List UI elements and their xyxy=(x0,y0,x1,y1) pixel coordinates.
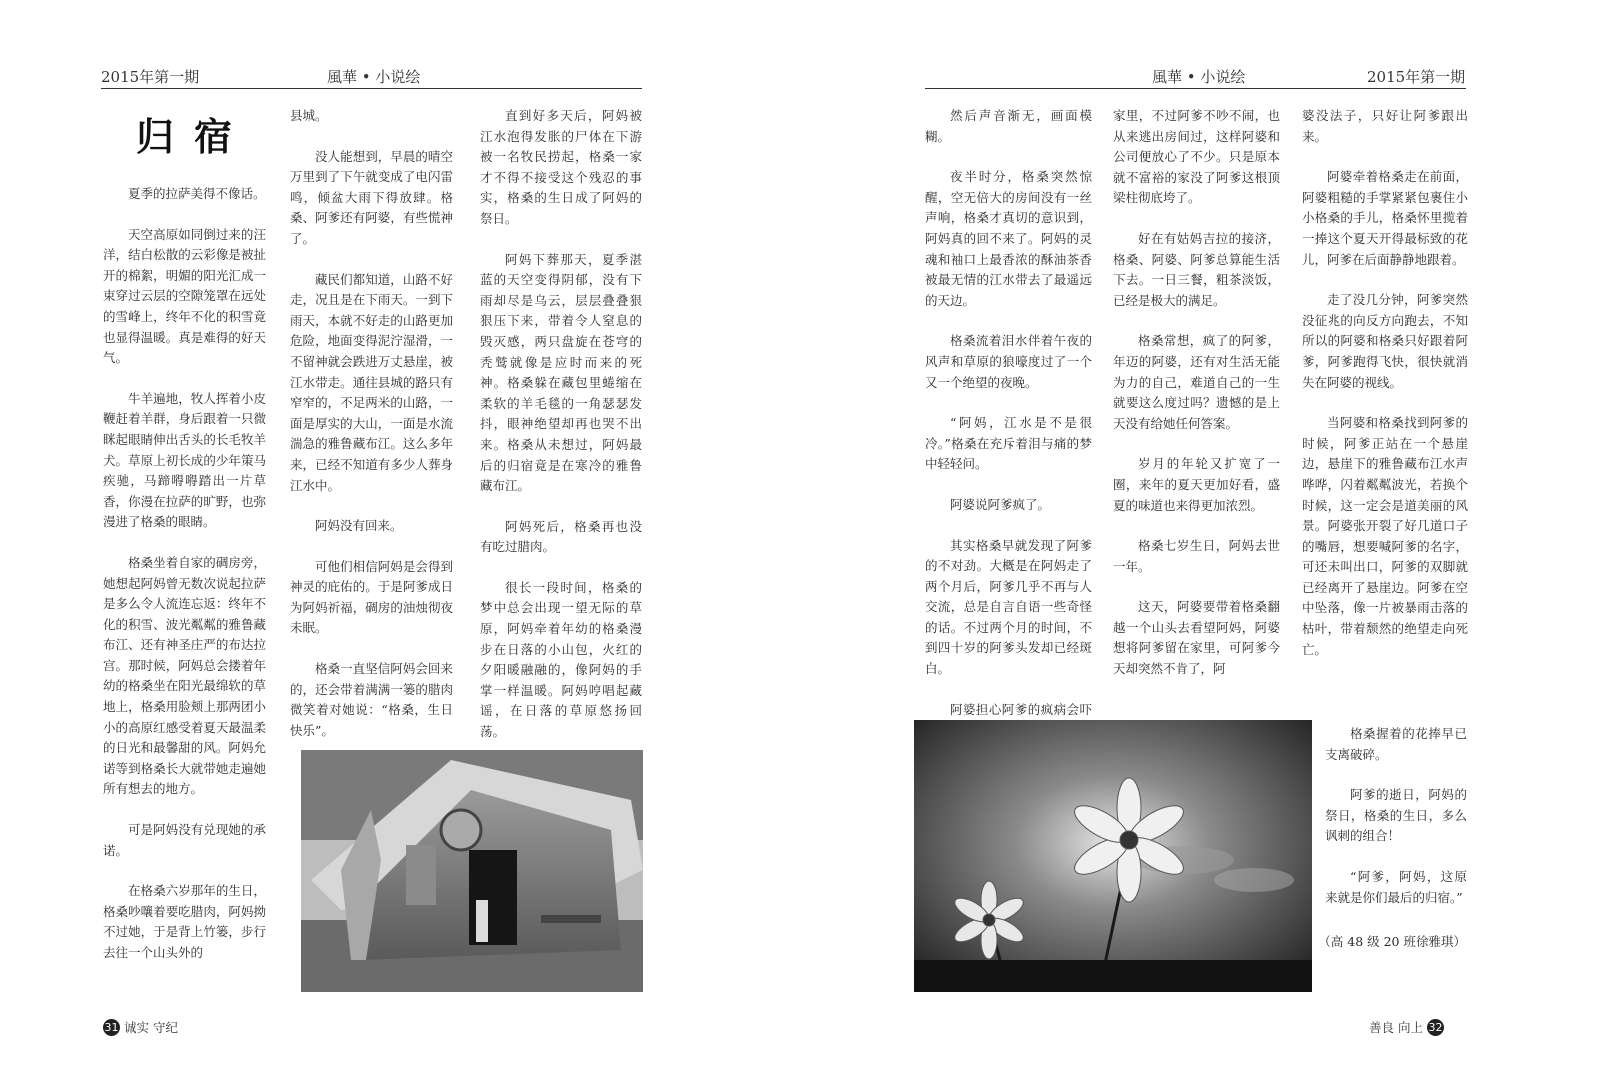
paragraph: 走了没几分钟，阿爹突然没征兆的向反方向跑去，不知所以的阿婆和格桑只好跟着阿爹，阿爹跑得飞快，很快就消失在阿婆的视线。 xyxy=(1302,292,1468,390)
paragraph: 县城。 xyxy=(290,108,328,123)
paragraph: 可他们相信阿妈是会得到神灵的庇佑的。于是阿爹成日为阿妈祈福，碉房的油烛彻夜未眠。 xyxy=(290,558,453,636)
author-credit: （高 48 级 20 班徐雅琪） xyxy=(1318,934,1466,949)
text-column-2 xyxy=(1113,106,1280,700)
header-rule xyxy=(101,88,642,89)
footer-motto: 善良 向上 xyxy=(1369,1020,1423,1035)
paragraph: 夜半时分，格桑突然惊醒，空无倍大的房间没有一丝声响，格桑才真切的意识到，阿妈真的回不来了。阿妈的灵魂和袖口上最香浓的酥油茶香被最无情的江水带去了最遥远的天边。 xyxy=(925,169,1092,308)
paragraph: 阿婆牵着格桑走在前面，阿婆粗糙的手掌紧紧包裹住小小格桑的手儿，格桑怀里揽着一捧这个夏天开得最标致的花儿，阿爹在后面静静地跟着。 xyxy=(1302,169,1468,267)
section-label: 風華 • 小说绘 xyxy=(1152,68,1246,86)
paragraph: 牛羊遍地，牧人挥着小皮鞭赶着羊群，身后跟着一只微眯起眼睛伸出舌头的长毛牧羊犬。草原上初长成的少年策马疾驰，马蹄嘚嘚踏出一片草香，你漫在拉萨的旷野，也弥漫进了格桑的眼睛。 xyxy=(103,390,266,530)
paragraph: 夏季的拉萨美得不像话。 xyxy=(128,186,266,201)
text-column-1 xyxy=(925,106,1092,761)
paragraph: “阿爹，阿妈，这原来就是你们最后的归宿。” xyxy=(1325,868,1467,905)
flower-photo xyxy=(914,720,1312,992)
paragraph: 天空高原如同倒过来的汪洋，结白松散的云彩像是被扯开的棉絮，明媚的阳光汇成一束穿过云层的空隙笼罩在远处的雪峰上，终年不化的积雪竟也显得温暖。真是难得的好天气。 xyxy=(103,226,266,366)
paragraph: 这天，阿婆要带着格桑翻越一个山头去看望阿妈，阿婆想将阿爹留在家里，可阿爹今天却突然不肯了，阿 xyxy=(1113,599,1280,677)
paragraph: 藏民们都知道，山路不好走，况且是在下雨天。一到下雨天，本就不好走的山路更加危险，地面变得泥泞湿滑，一不留神就会跌进万丈悬崖，被江水带走。通往县城的路只有窄窄的，不足两米的山路，一面是厚实的大山，一面是水流湍急的雅鲁藏布江。这么多年来，已经不知道有多少人葬身江水中。 xyxy=(290,271,453,493)
paragraph: 当阿婆和格桑找到阿爹的时候，阿爹正站在一个悬崖边，悬崖下的雅鲁藏布江水声哗哗，闪着粼粼波光，若换个时候，这一定会是道美丽的风景。阿婆张开裂了好几道口子的嘴唇，想要喊阿爹的名字，可还未叫出口，阿爹的双脚就已经离开了悬崖边。阿爹在空中坠落，像一片被暴雨击落的枯叶，带着颓然的绝望走向死亡。 xyxy=(1302,415,1468,657)
paragraph: 好在有姑妈吉拉的接济，格桑、阿婆、阿爹总算能生活下去。一日三餐，粗茶淡饭，已经是极大的满足。 xyxy=(1113,230,1280,308)
right-page xyxy=(800,0,1600,1092)
paragraph: 阿婆担心阿爹的疯病会吓 xyxy=(950,701,1092,717)
paragraph: 阿妈下葬那天，夏季湛蓝的天空变得阴郁，没有下雨却尽是乌云，层层叠叠狠狠压下来，带着令人窒息的毁灭感，两只盘旋在苍穹的秃鹫就像是应时而来的死神。格桑躲在藏包里蜷缩在柔软的羊毛毯的一角瑟瑟发抖，眼神绝望却再也哭不出来。格桑从未想过，阿妈最后的归宿竟是在寒冷的雅鲁藏布江。 xyxy=(480,251,642,494)
issue-label: 2015年第一期 xyxy=(101,68,200,86)
paragraph: 可是阿妈没有兑现她的承诺。 xyxy=(103,822,266,858)
paragraph: 婆没法子，只好让阿爹跟出来。 xyxy=(1302,108,1468,144)
paragraph: 格桑流着泪水伴着午夜的风声和草原的狼嚎度过了一个又一个绝望的夜晚。 xyxy=(925,333,1092,390)
paragraph: 其实格桑早就发现了阿爹的不对劲。大概是在阿妈走了两个月后，阿爹几乎不再与人交流，总是自言自语一些奇怪的话。不过两个月的时间，不到四十岁的阿爹头发却已经斑白。 xyxy=(925,537,1092,677)
text-column-3 xyxy=(480,106,642,763)
right-footer xyxy=(1369,1018,1444,1036)
paragraph: “阿妈，江水是不是很冷。”格桑在充斥着泪与痛的梦中轻轻问。 xyxy=(925,415,1092,472)
paragraph: 格桑一直坚信阿妈会回来的，还会带着满满一篓的腊肉微笑着对她说：“格桑，生日快乐”。 xyxy=(290,661,453,738)
footer-motto: 诚实 守纪 xyxy=(124,1020,178,1035)
page-number: 31 xyxy=(104,1020,119,1034)
paragraph: 直到好多天后，阿妈被江水泡得发胀的尸体在下游被一名牧民捞起，格桑一家才不得不接受这个残忍的事实，格桑的生日成了阿妈的祭日。 xyxy=(480,108,642,226)
text-column-2 xyxy=(290,106,453,761)
page-number: 32 xyxy=(1428,1020,1443,1034)
paragraph: 阿爹的逝日，阿妈的祭日，格桑的生日，多么讽刺的组合！ xyxy=(1325,787,1467,844)
paragraph: 阿妈没有回来。 xyxy=(315,518,403,534)
paragraph: 格桑常想，疯了的阿爹，年迈的阿婆，还有对生活无能为力的自己，难道自己的一生就要这么度过吗？遗憾的是上天没有给她任何答案。 xyxy=(1113,333,1280,431)
paragraph: 在格桑六岁那年的生日，格桑吵嚷着要吃腊肉，阿妈拗不过她，于是背上竹篓，步行去往一个山头外的 xyxy=(103,883,266,960)
paragraph: 家里，不过阿爹不吵不闹，也从来逃出房间过，这样阿婆和公司便放心了不少。只是原本就不富裕的家没了阿爹这根顶梁柱彻底垮了。 xyxy=(1113,108,1280,206)
paragraph: 阿妈死后，格桑再也没有吃过腊肉。 xyxy=(480,518,642,555)
text-column-1 xyxy=(103,184,266,984)
text-column-4 xyxy=(1325,724,1467,928)
paragraph: 阿婆说阿爹疯了。 xyxy=(950,496,1051,512)
article-title: 归宿 xyxy=(136,115,253,159)
issue-label: 2015年第一期 xyxy=(1367,68,1466,86)
section-label: 風華 • 小说绘 xyxy=(327,68,421,86)
paragraph: 格桑坐着自家的碉房旁，她想起阿妈曾无数次说起拉萨是多么令人流连忘返：终年不化的积雪、波光粼粼的雅鲁藏布江、还有神圣庄严的布达拉宫。那时候，阿妈总会搂着年幼的格桑坐在阳光最绵软的草地上，格桑用脸颊上那两团小小的高原红感受着夏天最温柔的日光和最馨甜的风。阿妈允诺等到格桑长大就带她走遍她所有想去的地方。 xyxy=(103,554,266,797)
paragraph: 格桑七岁生日，阿妈去世一年。 xyxy=(1113,538,1280,574)
header-rule xyxy=(925,88,1466,89)
left-footer xyxy=(103,1018,178,1036)
paragraph: 没人能想到，早晨的晴空万里到了下午就变成了电闪雷鸣，倾盆大雨下得放肆。格桑、阿爹还有阿婆，有些慌神了。 xyxy=(290,148,453,246)
hut-photo xyxy=(301,750,643,992)
paragraph: 岁月的年轮又扩宽了一圈，来年的夏天更加好看，盛夏的味道也来得更加浓烈。 xyxy=(1113,456,1280,513)
paragraph: 格桑握着的花捧早已支离破碎。 xyxy=(1325,726,1467,762)
text-column-3 xyxy=(1302,106,1468,680)
paragraph: 然后声音渐无，画面模糊。 xyxy=(925,108,1092,144)
paragraph: 很长一段时间，格桑的梦中总会出现一望无际的草原，阿妈牵着年幼的格桑漫步在日落的小山包，火红的夕阳暖融融的，像阿妈的手掌一样温暖。阿妈哼唱起藏谣，在日落的草原悠扬回荡。 xyxy=(480,579,642,740)
